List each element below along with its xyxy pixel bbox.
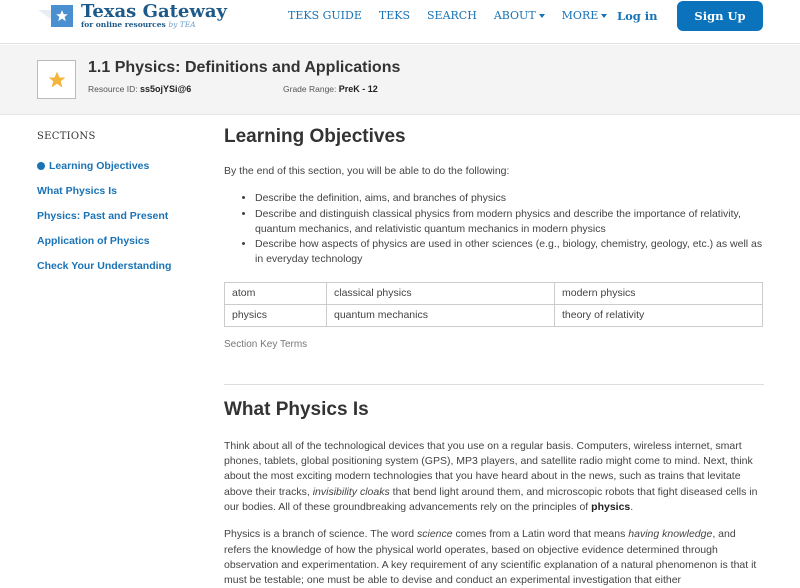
key-terms-table — [224, 282, 763, 327]
main-nav — [288, 9, 624, 22]
list-item: • Describe how aspects of physics are used in other sciences (e.g., biology, chemistry, geology, etc.) as well as in everyday technology — [255, 237, 764, 268]
active-dot-icon — [37, 162, 45, 170]
texas-gateway-logo[interactable] — [38, 2, 227, 29]
resource-banner — [0, 45, 800, 115]
objectives-intro: By the end of this section, you will be able to do the following: — [224, 165, 510, 177]
logo-title: Texas Gateway — [81, 1, 227, 22]
section-title-what-physics-is: What Physics Is — [224, 398, 369, 420]
chevron-down-icon — [601, 14, 607, 18]
list-item: • Describe and distinguish classical physics from modern physics and describe the importance of relativity, quantum mechanics, and relativistic quantum mechanics in modern physics — [255, 207, 764, 238]
chevron-down-icon — [539, 14, 545, 18]
divider — [224, 384, 764, 385]
sidebar-item-what-physics-is[interactable]: What Physics Is — [37, 184, 117, 197]
paragraph-2: Physics is a branch of science. The word science comes from a Latin word that means having knowledge, and refers the knowledge of how the physical world operates, based on objective evidence determined through observation and experimentation. A key requirement of any scientific explanation of a natural phenomenon is that it must be testable; one must be able to devise and conduct an experimental investigation that either — [224, 528, 757, 587]
sections-sidebar — [37, 131, 171, 278]
logo-by: by TEA — [168, 20, 196, 29]
sidebar-item-application[interactable]: Application of Physics — [37, 234, 150, 247]
sidebar-item-check-understanding[interactable]: Check Your Understanding — [37, 259, 172, 272]
star-icon — [47, 70, 67, 90]
table-row: physics quantum mechanics theory of relativity — [225, 304, 763, 326]
login-link[interactable]: Log in — [617, 9, 658, 23]
resource-id: Resource ID: ss5ojYSi@6 — [88, 84, 192, 94]
sidebar-item-learning-objectives[interactable]: Learning Objectives — [37, 153, 171, 178]
favorite-button[interactable] — [37, 60, 76, 99]
site-header — [0, 0, 800, 44]
table-row: atom classical physics modern physics — [225, 282, 763, 304]
page-title: 1.1 Physics: Definitions and Applications — [88, 59, 401, 76]
main-content — [224, 126, 764, 588]
logo-subtitle: for online resources — [81, 20, 166, 29]
paragraph-1: Think about all of the technological devices that you use on a regular basis. Computers, wireless internet, smart phones, tablets, global positioning system (GPS), MP3 players, and satellite radio might come to mind. Next, think about the most exciting modern technologies that you have heard about in the news, such as trains that levitate above their tracks, invisibility cloaks that bend light around them, and microscopic robots that fight diseased cells in our bodies. All of these groundbreaking advancements rely on the principles of physics. — [224, 439, 758, 513]
nav-teks-guide[interactable]: TEKS GUIDE — [288, 9, 362, 22]
key-terms-caption: Section Key Terms — [224, 338, 308, 350]
grade-range: Grade Range: PreK - 12 — [283, 84, 378, 94]
signup-button[interactable]: Sign Up — [677, 1, 763, 31]
sections-heading: SECTIONS — [37, 131, 96, 142]
nav-more[interactable]: MORE — [562, 9, 608, 22]
logo-star-icon — [38, 2, 75, 28]
objectives-list — [255, 191, 764, 267]
list-item: • Describe the definition, aims, and branches of physics — [255, 191, 764, 206]
sidebar-item-past-present[interactable]: Physics: Past and Present — [37, 209, 169, 222]
section-title-objectives: Learning Objectives — [224, 126, 406, 147]
nav-teks[interactable]: TEKS — [378, 9, 410, 22]
nav-about[interactable]: ABOUT — [494, 9, 545, 22]
nav-search[interactable]: SEARCH — [427, 9, 477, 22]
